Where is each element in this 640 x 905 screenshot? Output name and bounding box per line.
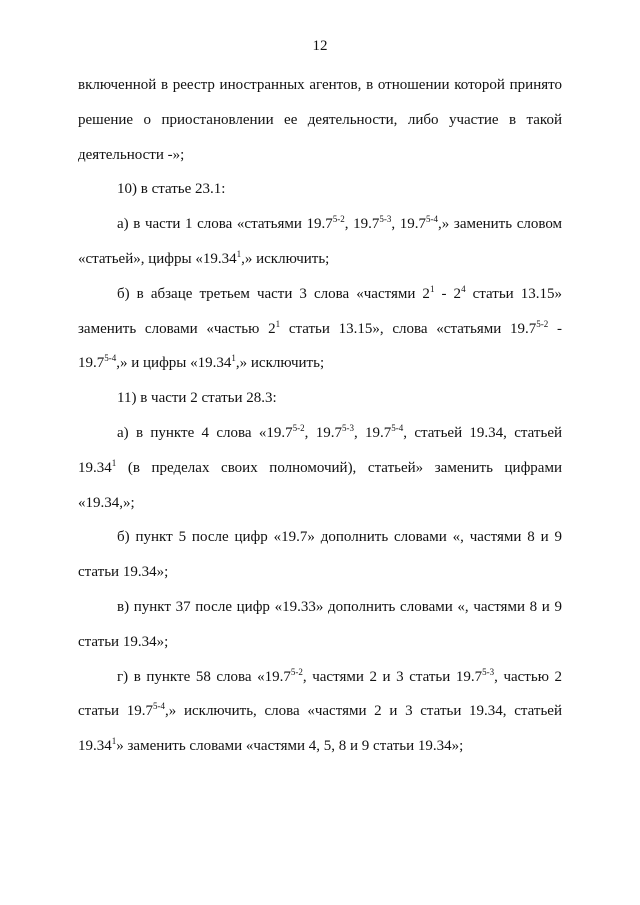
text-segment: статьи 19.34»;	[78, 564, 169, 581]
text-segment: статьи 19.7	[78, 703, 154, 720]
text-line	[78, 486, 562, 521]
superscript-index: 5-4	[104, 353, 117, 364]
superscript-index: 5-3	[341, 422, 354, 433]
superscript-index: 5-2	[536, 318, 549, 329]
superscript-index: 5-3	[482, 666, 495, 677]
text-line	[78, 346, 562, 381]
text-segment: ,» и цифры «19.34	[116, 355, 232, 372]
text-segment: в) пункт 37 после цифр «19.33» дополнить словами «, частями 8 и 9	[117, 598, 562, 615]
text-line	[78, 625, 562, 660]
text-segment: , 19.7	[353, 424, 392, 441]
paragraph-first-line	[78, 416, 562, 451]
text-segment: «статьей», цифры «19.34	[78, 250, 237, 267]
text-segment: 19.7	[78, 355, 105, 372]
text-line	[78, 242, 562, 277]
paragraph-first-line	[78, 660, 562, 695]
text-segment: ,» заменить словом	[438, 216, 563, 233]
superscript-index: 5-3	[379, 214, 392, 225]
text-segment: , частью 2	[494, 668, 562, 685]
text-segment: статьи 13.15», слова «статьями 19.7	[280, 320, 537, 337]
text-segment: статьи 13.15»	[465, 285, 563, 302]
text-segment: включенной в реестр иностранных агентов, в отношении которой принято	[78, 77, 562, 93]
text-line	[78, 103, 562, 138]
superscript-index: 1	[236, 248, 242, 259]
text-line	[78, 138, 562, 173]
text-segment: 19.34	[78, 738, 112, 755]
superscript-index: 5-2	[292, 422, 305, 433]
text-line	[78, 451, 562, 486]
text-segment: -	[548, 320, 563, 337]
text-segment: , частями 2 и 3 статьи 19.7	[302, 668, 483, 685]
superscript-index: 1	[231, 353, 236, 364]
text-line	[78, 555, 562, 590]
paragraph-first-line	[78, 381, 562, 416]
text-segment: 11) в части 2 статьи 28.3:	[117, 390, 277, 407]
text-segment: ,» исключить, слова «частями 2 и 3 статьи 19.34, статьей	[165, 703, 562, 720]
text-segment: деятельности -»;	[78, 146, 185, 163]
paragraph-first-line	[78, 520, 562, 555]
text-line	[78, 729, 562, 764]
superscript-index: 4	[461, 283, 466, 294]
paragraph-first-line	[78, 172, 562, 207]
text-segment: (в пределах своих полномочий), статьей» заменить цифрами	[116, 459, 562, 476]
text-segment: , статьей 19.34, статьей	[403, 424, 563, 441]
superscript-index: 5-4	[426, 214, 439, 225]
text-segment: 10) в статье 23.1:	[117, 181, 226, 198]
text-segment: , 19.7	[344, 216, 380, 233]
page-number: 12	[312, 38, 328, 54]
text-segment: «19.34,»;	[78, 494, 135, 511]
text-segment: ,» исключить;	[241, 250, 330, 267]
superscript-index: 5-4	[391, 422, 404, 433]
text-segment: а) в пункте 4 слова «19.7	[117, 424, 293, 441]
text-segment: заменить словами «частью 2	[78, 320, 276, 337]
text-segment: - 2	[434, 285, 462, 302]
text-line	[78, 312, 562, 347]
text-segment: статьи 19.34»;	[78, 633, 169, 650]
text-segment: б) пункт 5 после цифр «19.7» дополнить словами «, частями 8 и 9	[117, 529, 562, 546]
superscript-index: 1	[275, 318, 281, 329]
text-segment: » заменить словами «частями 4, 5, 8 и 9 статьи 19.34»;	[116, 738, 464, 755]
text-line	[78, 68, 562, 103]
text-segment: а) в части 1 слова «статьями 19.7	[117, 216, 333, 233]
superscript-index: 1	[429, 283, 435, 294]
superscript-index: 5-2	[290, 666, 303, 677]
text-line	[78, 694, 562, 729]
paragraph-first-line	[78, 277, 562, 312]
superscript-index: 1	[111, 736, 117, 747]
document-body	[78, 68, 562, 764]
superscript-index: 5-4	[153, 701, 166, 712]
text-segment: , 19.7	[391, 216, 427, 233]
superscript-index: 5-2	[332, 214, 345, 225]
text-segment: г) в пункте 58 слова «19.7	[117, 668, 291, 685]
text-segment: 19.34	[78, 459, 112, 476]
text-segment: , 19.7	[304, 424, 342, 441]
text-segment: решение о приостановлении ее деятельности, либо участие в такой	[78, 111, 562, 128]
paragraph-first-line	[78, 590, 562, 625]
text-segment: б) в абзаце третьем части 3 слова «частями 2	[117, 285, 430, 302]
paragraph-first-line	[78, 207, 562, 242]
superscript-index: 1	[111, 457, 117, 468]
text-segment: ,» исключить;	[235, 355, 325, 372]
